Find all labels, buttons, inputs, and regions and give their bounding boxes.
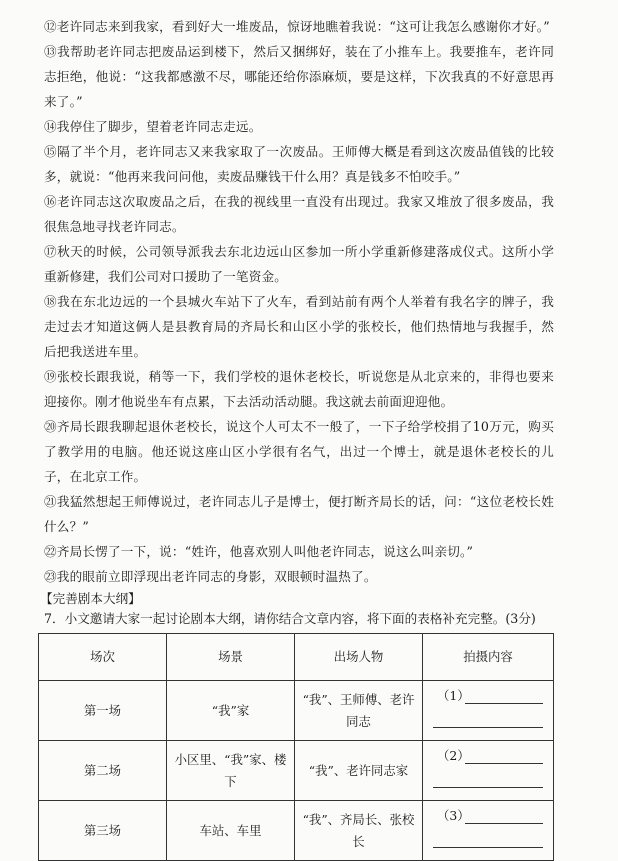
table-row — [39, 741, 554, 801]
section-heading: 【完善剧本大纲】 — [40, 591, 141, 606]
paragraph-17: ⑰秋天的时候，公司领导派我去东北边远山区参加一所小学重新修建落成仪式。这所小学重新修建，我们公司对口援助了一笔资金。 — [44, 244, 554, 284]
scene-cell: 第三场 — [39, 801, 167, 861]
header-people: 出场人物 — [295, 634, 423, 681]
answer-line — [433, 727, 543, 728]
place-cell: “我”家 — [167, 681, 295, 741]
table-header-row — [39, 634, 554, 681]
blank-number: （3） — [437, 808, 470, 823]
scene-cell: 第二场 — [39, 741, 167, 801]
people-cell: “我”、王师傅、老许同志 — [295, 681, 423, 741]
paragraph-12: ⑫老许同志来到我家，看到好大一堆废品，惊讶地瞧着我说：“这可让我怎么感谢你才好。” — [44, 19, 550, 34]
table-row — [39, 801, 554, 861]
scene-cell: 第一场 — [39, 681, 167, 741]
answer-line — [465, 703, 543, 704]
paragraph-16: ⑯老许同志这次取废品之后，在我的视线里一直没有出现过。我家又堆放了很多废品，我很焦急地寻找老许同志。 — [44, 194, 554, 234]
paragraph-13: ⑬我帮助老许同志把废品运到楼下，然后又捆绑好，装在了小推车上。我要推车，老许同志拒绝，他说：“这我都感激不尽，哪能还给你添麻烦，要是这样，下次我真的不好意思再来了。” — [44, 44, 554, 109]
paragraph-19: ⑲张校长跟我说，稍等一下，我们学校的退休老校长，听说您是从北京来的，非得也要来迎接你。刚才他说坐车有点累，下去活动活动腿。我这就去前面迎迎他。 — [44, 369, 554, 409]
people-cell: “我”、老许同志家 — [295, 741, 423, 801]
answer-line — [433, 787, 543, 788]
answer-blank-3[interactable] — [423, 801, 554, 861]
paragraph-22: ㉒齐局长愣了一下，说：“姓许，他喜欢别人叫他老许同志，说这么叫亲切。” — [44, 544, 474, 559]
paragraph-23: ㉓我的眼前立即浮现出老许同志的身影，双眼顿时温热了。 — [44, 569, 377, 584]
answer-blank-1[interactable] — [423, 681, 554, 741]
paragraph-18: ⑱我在东北边远的一个县城火车站下了火车，看到站前有两个人举着有我名字的牌子，我走过去才知道这俩人是县教育局的齐局长和山区小学的张校长，他们热情地与我握手，然后把我送进车里。 — [44, 294, 554, 359]
answer-line — [465, 823, 543, 824]
question-7: 7．小文邀请大家一起讨论剧本大纲，请你结合文章内容，将下面的表格补充完整。(3分) — [44, 611, 536, 626]
answer-blank-2[interactable] — [423, 741, 554, 801]
blank-number: （2） — [437, 748, 470, 763]
paragraph-14: ⑭我停住了脚步，望着老许同志走远。 — [44, 119, 262, 134]
paragraph-21: ㉑我猛然想起王师傅说过，老许同志儿子是博士，便打断齐局长的话，问：“这位老校长姓什么？” — [44, 494, 554, 534]
header-scene: 场次 — [39, 634, 167, 681]
header-content: 拍摄内容 — [423, 634, 554, 681]
blank-number: （1） — [437, 688, 470, 703]
paragraph-20: ⑳齐局长跟我聊起退休老校长，说这个人可太不一般了，一下子给学校捐了10万元，购买了教学用的电脑。他还说这座山区小学很有名气，出过一个博士，就是退休老校长的儿子，在北京工作。 — [44, 419, 554, 484]
table-row — [39, 681, 554, 741]
place-cell: 车站、车里 — [167, 801, 295, 861]
place-cell: 小区里、“我”家、楼下 — [167, 741, 295, 801]
header-place: 场景 — [167, 634, 295, 681]
answer-line — [465, 763, 543, 764]
script-outline-table — [38, 633, 554, 861]
answer-line — [433, 847, 543, 848]
people-cell: “我”、齐局长、张校长 — [295, 801, 423, 861]
paragraph-15: ⑮隔了半个月，老许同志又来我家取了一次废品。王师傅大概是看到这次废品值钱的比较多，就说：“他再来我问问他，卖废品赚钱干什么用？真是钱多不怕咬手。” — [44, 144, 554, 184]
